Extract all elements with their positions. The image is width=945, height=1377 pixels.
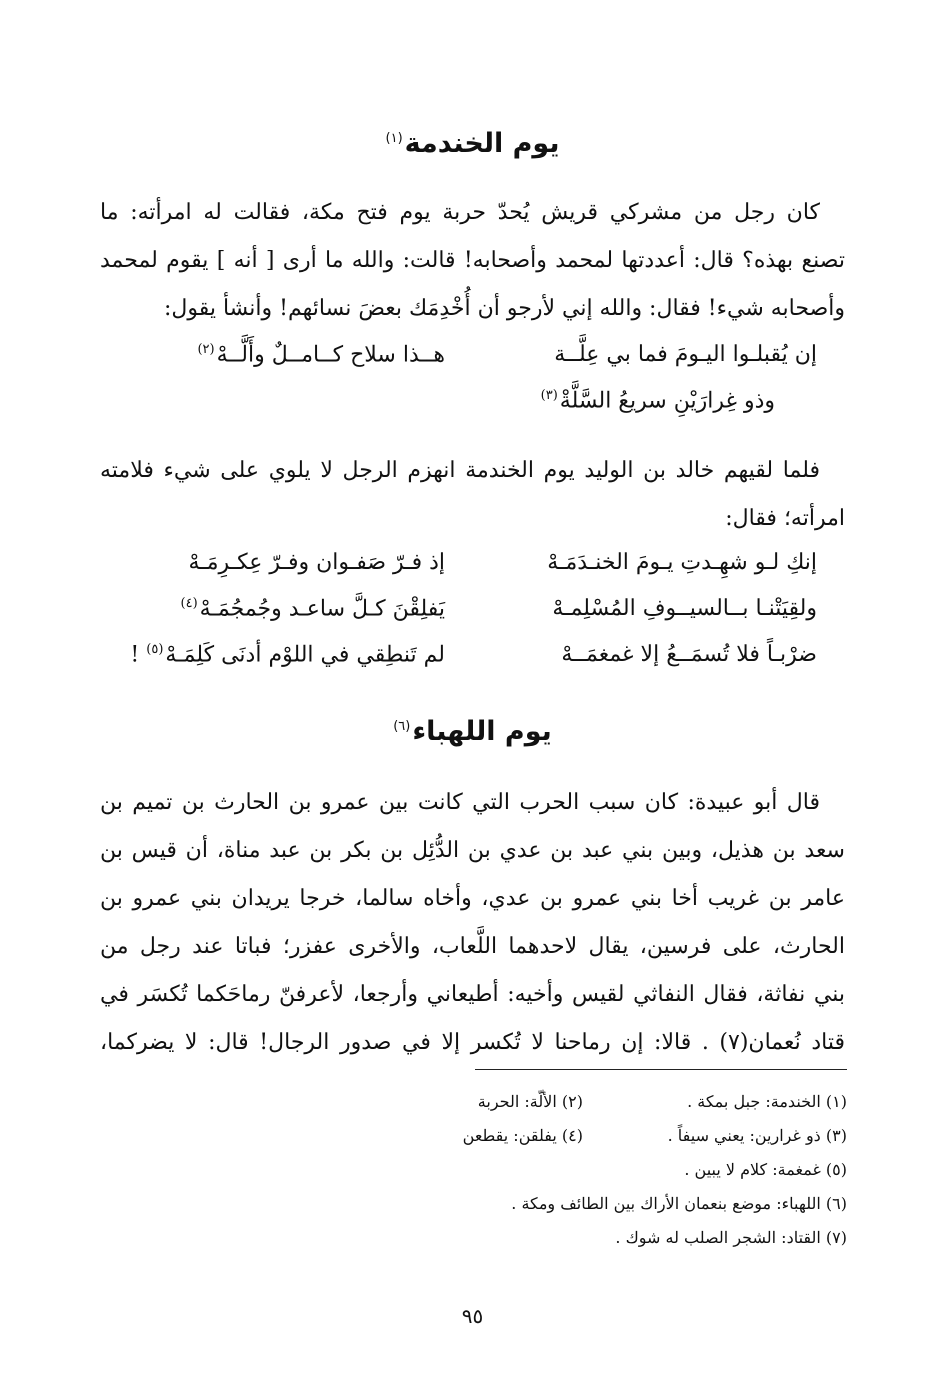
footnote-1 bbox=[687, 1092, 847, 1111]
verse-text: يَفلِقْنَ كـلَّ ساعـد وجُمجُمَـهْ bbox=[199, 596, 445, 622]
footnote-5 bbox=[684, 1160, 847, 1179]
footnote-number: (٣) bbox=[825, 1126, 847, 1145]
paragraph-line: عامر بن غريب أخا بني عمرو بن عدي، وأخاه سالما، خرجا يريدان بني عمرو بن bbox=[100, 886, 845, 911]
verse-hemistich-right: ولقِيَتْنـا بــالسيــوفِ المُسْلِمـهْ bbox=[552, 596, 817, 621]
footnote-divider bbox=[475, 1069, 847, 1070]
section-heading-khandama bbox=[0, 128, 945, 159]
verse-hemistich-left: إذ فـرّ صَفـوان وفـرّ عِكـرِمَـهْ bbox=[188, 550, 445, 575]
verse-exclamation: ! bbox=[130, 642, 140, 668]
verse-hemistich-left bbox=[197, 342, 445, 367]
footnote-text: يفلقن: يقطعن bbox=[462, 1126, 557, 1145]
footnote-7 bbox=[615, 1228, 847, 1247]
footnote-text: الخندمة: جبل بمكة . bbox=[687, 1092, 821, 1111]
footnote-number: (٧) bbox=[825, 1228, 847, 1247]
footnote-text: اللهباء: موضع بنعمان الأراك بين الطائف ومكة . bbox=[511, 1194, 821, 1213]
footnote-number: (١) bbox=[825, 1092, 847, 1111]
paragraph-line: تصنع بهذه؟ قال: أعددتها لمحمد وأصحابه! قالت: والله ما أرى [ أنه ] يقوم لمحمد bbox=[100, 248, 845, 273]
footnote-marker: (٥) bbox=[146, 642, 164, 657]
paragraph-line: قال أبو عبيدة: كان سبب الحرب التي كانت بين عمرو بن الحارث بن تميم بن bbox=[100, 790, 820, 815]
verse-hemistich-right: ضرْبـاً فلا تُسمَــعُ إلا غمغمَــهْ bbox=[561, 642, 817, 667]
paragraph-line: بني نفاثة، فقال النفاثي لقيس وأخيه: أطيعاني وأرجعا، لأعرفنّ رماحَكما تُكسَر في bbox=[100, 982, 845, 1007]
heading-text: يوم اللهباء bbox=[412, 716, 552, 747]
footnote-text: ذو غرارين: يعني سيفاً . bbox=[667, 1126, 821, 1145]
heading-text: يوم الخندمة bbox=[404, 128, 560, 159]
paragraph-line: كان رجل من مشركي قريش يُحدّ حربة يوم فتح مكة، فقالت له امرأته: ما bbox=[100, 200, 820, 225]
footnote-marker: (٤) bbox=[180, 596, 198, 611]
footnote-text: غمغمة: كلام لا يبين . bbox=[684, 1160, 821, 1179]
verse-single-line bbox=[541, 388, 775, 413]
verse-text: لم تَنطِقي في اللوْم أدنَى كَلِمَـهْ bbox=[165, 642, 445, 668]
footnote-2 bbox=[478, 1092, 583, 1111]
footnote-4 bbox=[463, 1126, 583, 1145]
footnote-text: القتاد: الشجر الصلب له شوك . bbox=[615, 1228, 821, 1247]
verse-hemistich-left bbox=[181, 596, 445, 621]
footnote-number: (٥) bbox=[825, 1160, 847, 1179]
paragraph-line: فلما لقيهم خالد بن الوليد يوم الخندمة انهزم الرجل لا يلوي على شيء فلامته bbox=[100, 458, 820, 483]
footnote-number: (٤) bbox=[561, 1126, 583, 1145]
footnote-number: (٦) bbox=[825, 1194, 847, 1213]
paragraph-line: الحارث، على فرسين، يقال لاحدهما اللَّعاب، والأخرى عفزر؛ فباتا عند رجل من bbox=[100, 934, 846, 959]
paragraph-line: امرأته؛ فقال: bbox=[725, 506, 845, 531]
page-number: ٩٥ bbox=[461, 1304, 484, 1328]
footnote-marker: (١) bbox=[385, 131, 403, 146]
footnote-3 bbox=[668, 1126, 847, 1145]
verse-text: وذو غِرارَيْنِ سريعُ السَّلَّةْ bbox=[559, 388, 775, 414]
paragraph-line: قتاد نُعمان(٧) . قالا: إن رماحنا لا تُكسر إلا في صدور الرجال! قال: لا يضركما، bbox=[100, 1030, 845, 1055]
footnote-marker: (٣) bbox=[540, 388, 558, 403]
verse-hemistich-right: إنكِ لـو شهِـدتِ يـومَ الخنـدَمَـهْ bbox=[547, 550, 817, 575]
verse-hemistich-left bbox=[130, 642, 445, 667]
paragraph-line: وأصحابه شيء! فقال: والله إني لأرجو أن أُخْدِمَك بعضَ نسائهم! وأنشأ يقول: bbox=[163, 296, 845, 321]
paragraph-line: سعد بن هذيل، وبين بني عبد بن عدي بن الدُّئِل بن بكر بن عبد مناة، أن قيس بن bbox=[100, 838, 845, 863]
footnote-marker: (٢) bbox=[197, 342, 215, 357]
footnote-number: (٢) bbox=[561, 1092, 583, 1111]
footnote-text: الألّة: الحربة bbox=[477, 1092, 557, 1111]
footnote-6 bbox=[511, 1194, 847, 1213]
verse-text: هــذا سلاح كــامــلٌ وأَلَّــهْ bbox=[216, 342, 445, 368]
footnote-marker: (٦) bbox=[393, 719, 411, 734]
section-heading-lahba bbox=[0, 716, 945, 747]
verse-hemistich-right: إن يُقبلـوا اليـومَ فما بي عِلَّــة bbox=[554, 342, 817, 367]
